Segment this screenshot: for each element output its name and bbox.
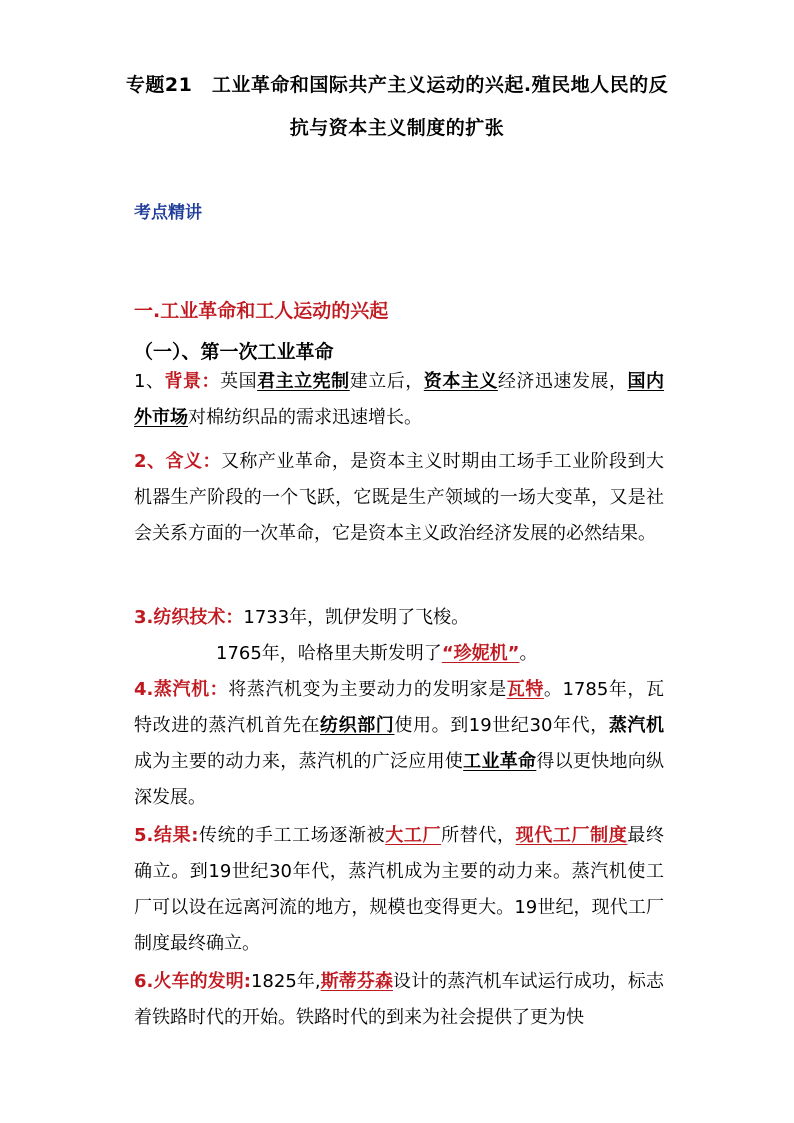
p4-underline-1: 瓦特 — [506, 679, 544, 700]
p6-text-2: 设计的蒸汽机车试运行成功，标志着铁路时代的开始。铁路时代的到来为社会提供了更为快 — [134, 971, 665, 1028]
p1-underline-2: 资本主义 — [423, 371, 498, 392]
p1-text-2: 建立后， — [349, 371, 424, 392]
paragraph-train — [134, 964, 664, 1036]
p3-text-2: 1765年，哈格里夫斯发明了 — [216, 643, 442, 664]
p5-underline-1: 大工厂 — [385, 825, 442, 846]
section-heading-kaodian: 考点精讲 — [134, 203, 202, 223]
paragraph-result — [134, 818, 664, 962]
p2-label: 2、含义： — [134, 451, 221, 472]
p4-underline-3: 工业革命 — [463, 751, 537, 772]
subsection-heading-1: （一）、第一次工业革命 — [134, 341, 334, 363]
paragraph-steam-engine — [134, 672, 664, 816]
p3-text-3: 。 — [519, 643, 538, 664]
paragraph-textile — [134, 600, 664, 672]
p6-label: 6.火车的发明: — [134, 971, 251, 992]
p1-number: 1、 — [134, 371, 165, 392]
p3-underline-1: “珍妮机” — [441, 643, 520, 664]
p4-label: 4.蒸汽机： — [134, 679, 229, 700]
paragraph-background — [134, 364, 664, 436]
p5-text-2: 所替代， — [441, 825, 516, 846]
p4-text-5: 得以更快地向纵深发展。 — [134, 751, 665, 808]
p1-underline-1: 君主立宪制 — [257, 371, 350, 392]
p6-text-1: 1825年, — [250, 971, 321, 992]
p6-underline-1: 斯蒂芬森 — [320, 971, 394, 992]
p5-text-1: 传统的手工工场逐渐被 — [198, 825, 386, 846]
p4-text-4: 成为主要的动力来，蒸汽机的广泛应用使 — [134, 751, 464, 772]
p3-label: 3.纺织技术： — [134, 607, 244, 628]
p5-text-3: 最终确立。到19世纪30年代，蒸汽机成为主要的动力来。蒸汽机使工厂可以设在远离河流的地方，规模也变得更大。19世纪，现代工厂制度最终确立。 — [134, 825, 665, 954]
p5-label: 5.结果: — [134, 825, 199, 846]
p3-text-1: 1733年，凯伊发明了飞梭。 — [243, 607, 470, 628]
document-title-line-2: 抗与资本主义制度的扩张 — [289, 117, 505, 139]
p1-text-1: 英国 — [220, 371, 258, 392]
p1-label: 背景： — [164, 371, 221, 392]
p2-text: 又称产业革命，是资本主义时期由工场手工业阶段到大机器生产阶段的一个飞跃，它既是生产领域的一场大变革，又是社会关系方面的一次革命，它是资本主义政治经济发展的必然结果。 — [134, 451, 664, 544]
p4-text-1: 将蒸汽机变为主要动力的发明家是 — [228, 679, 507, 700]
p4-underline-2: 纺织部门 — [320, 715, 395, 736]
p5-underline-2: 现代工厂制度 — [515, 825, 628, 846]
p4-text-3: 使用。到19世纪30年代， — [394, 715, 609, 736]
p4-bold-1: 蒸汽机 — [608, 715, 665, 736]
p1-underline-3: 国内外市场 — [134, 371, 665, 428]
paragraph-meaning — [134, 444, 664, 552]
document-title-line-1: 专题21 工业革命和国际共产主义运动的兴起.殖民地人民的反 — [125, 74, 669, 96]
p4-text-2: 。1785年，瓦特改进的蒸汽机首先在 — [134, 679, 664, 736]
p1-text-3: 经济迅速发展， — [497, 371, 628, 392]
p1-text-4: 对棉纺织品的需求迅速增长。 — [188, 407, 422, 428]
section-heading-1: 一.工业革命和工人运动的兴起 — [134, 300, 389, 322]
